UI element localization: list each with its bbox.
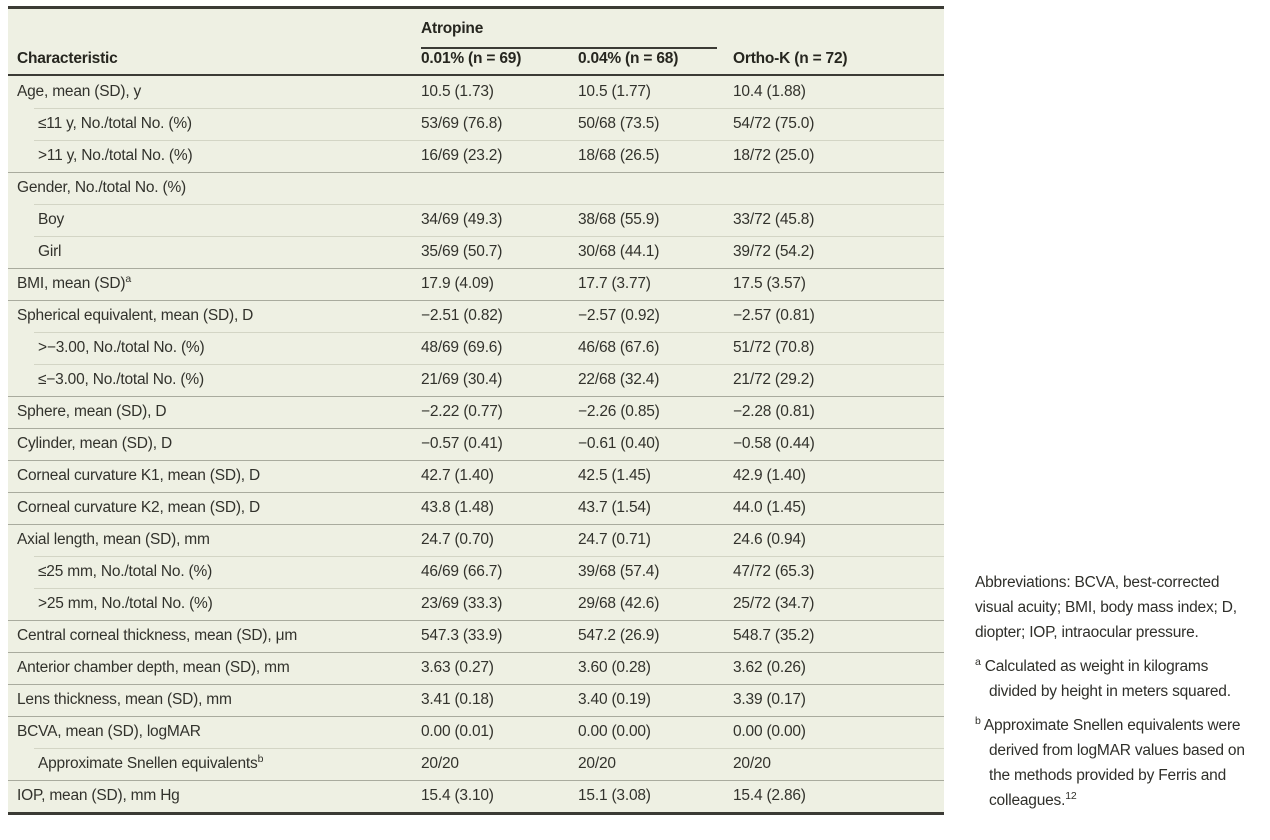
characteristic-cell: Girl [38, 243, 62, 260]
abbreviations-note: Abbreviations: BCVA, best-corrected visual acuity; BMI, body mass index; D, diopter; IOP, intraocular pressure. [975, 574, 1237, 641]
value-cell: 46/68 (67.6) [578, 339, 660, 356]
column-header-ortho-k: Ortho-K (n = 72) [733, 50, 848, 67]
characteristic-cell: Axial length, mean (SD), mm [17, 531, 210, 548]
baseline-characteristics-table [8, 6, 944, 815]
value-cell: 46/69 (66.7) [421, 563, 503, 580]
row-divider [8, 300, 944, 301]
row-divider [8, 652, 944, 653]
value-cell: −0.58 (0.44) [733, 435, 815, 452]
table-row [8, 108, 944, 140]
row-divider [34, 140, 944, 141]
column-group-header-atropine: Atropine [421, 20, 484, 37]
value-cell: 43.7 (1.54) [578, 499, 651, 516]
characteristic-cell: >11 y, No./total No. (%) [38, 147, 193, 164]
characteristic-cell: Corneal curvature K2, mean (SD), D [17, 499, 261, 516]
value-cell: 3.62 (0.26) [733, 659, 806, 676]
row-divider [8, 268, 944, 269]
characteristic-cell: IOP, mean (SD), mm Hg [17, 787, 180, 804]
value-cell: 17.9 (4.09) [421, 275, 494, 292]
spanner-rule [421, 47, 717, 49]
footnote-a [975, 654, 1255, 704]
table-row [8, 460, 944, 492]
value-cell: 51/72 (70.8) [733, 339, 815, 356]
row-divider [34, 108, 944, 109]
table-row [8, 300, 944, 332]
row-divider [34, 588, 944, 589]
value-cell: 3.41 (0.18) [421, 691, 494, 708]
value-cell: 34/69 (49.3) [421, 211, 503, 228]
characteristic-cell: Anterior chamber depth, mean (SD), mm [17, 659, 290, 676]
table-body [8, 76, 944, 812]
characteristic-cell: Corneal curvature K1, mean (SD), D [17, 467, 261, 484]
characteristic-cell: Central corneal thickness, mean (SD), μm [17, 627, 298, 644]
table-row [8, 172, 944, 204]
table-row [8, 204, 944, 236]
value-cell: 21/69 (30.4) [421, 371, 503, 388]
table-row [8, 716, 944, 748]
column-header-atropine-001: 0.01% (n = 69) [421, 50, 522, 67]
value-cell: 18/72 (25.0) [733, 147, 815, 164]
value-cell: 3.60 (0.28) [578, 659, 651, 676]
table-row [8, 748, 944, 780]
table-row [8, 428, 944, 460]
value-cell: 17.5 (3.57) [733, 275, 806, 292]
characteristic-cell: Lens thickness, mean (SD), mm [17, 691, 232, 708]
value-cell: 10.4 (1.88) [733, 83, 806, 100]
value-cell: 30/68 (44.1) [578, 243, 660, 260]
footnote-b [975, 713, 1255, 813]
row-divider [34, 364, 944, 365]
value-cell: 547.2 (26.9) [578, 627, 660, 644]
value-cell: 15.4 (3.10) [421, 787, 494, 804]
value-cell: 16/69 (23.2) [421, 147, 503, 164]
table-row [8, 236, 944, 268]
value-cell: 42.7 (1.40) [421, 467, 494, 484]
value-cell: −2.57 (0.81) [733, 307, 815, 324]
table-row [8, 588, 944, 620]
footnote-b-text: Approximate Snellen equivalents were derived from logMAR values based on the methods provided by Ferris and colleagues. [983, 717, 1245, 809]
value-cell: 39/72 (54.2) [733, 243, 815, 260]
value-cell: 10.5 (1.77) [578, 83, 651, 100]
value-cell: −2.28 (0.81) [733, 403, 815, 420]
footnote-a-marker: a [975, 655, 981, 668]
row-divider [8, 524, 944, 525]
value-cell: 29/68 (42.6) [578, 595, 660, 612]
table-row [8, 556, 944, 588]
row-divider [34, 204, 944, 205]
row-divider [34, 748, 944, 749]
column-header-characteristic: Characteristic [17, 50, 118, 67]
value-cell: 20/20 [578, 755, 616, 772]
value-cell: 25/72 (34.7) [733, 595, 815, 612]
characteristic-cell: >−3.00, No./total No. (%) [38, 339, 205, 356]
characteristic-cell: BMI, mean (SD)$^a$ [17, 272, 131, 292]
value-cell: 23/69 (33.3) [421, 595, 503, 612]
table-row [8, 684, 944, 716]
characteristic-cell: BCVA, mean (SD), logMAR [17, 723, 201, 740]
value-cell: 547.3 (33.9) [421, 627, 503, 644]
table-row [8, 492, 944, 524]
table-row [8, 364, 944, 396]
value-cell: −2.22 (0.77) [421, 403, 503, 420]
value-cell: 53/69 (76.8) [421, 115, 503, 132]
row-divider [8, 620, 944, 621]
value-cell: 44.0 (1.45) [733, 499, 806, 516]
characteristic-cell: >25 mm, No./total No. (%) [38, 595, 213, 612]
characteristic-cell: Cylinder, mean (SD), D [17, 435, 172, 452]
characteristic-cell: ≤25 mm, No./total No. (%) [38, 563, 213, 580]
value-cell: 38/68 (55.9) [578, 211, 660, 228]
table-row [8, 76, 944, 108]
characteristic-cell: Age, mean (SD), y [17, 83, 142, 100]
value-cell: 47/72 (65.3) [733, 563, 815, 580]
notes-panel [975, 570, 1255, 822]
value-cell: 548.7 (35.2) [733, 627, 815, 644]
characteristic-cell: Sphere, mean (SD), D [17, 403, 167, 420]
row-divider [8, 172, 944, 173]
value-cell: 0.00 (0.01) [421, 723, 494, 740]
table-row [8, 332, 944, 364]
value-cell: 42.9 (1.40) [733, 467, 806, 484]
table-row [8, 268, 944, 300]
footnote-b-marker: b [975, 714, 981, 727]
footnote-marker: b [257, 752, 264, 765]
characteristic-cell: Spherical equivalent, mean (SD), D [17, 307, 254, 324]
value-cell: 3.63 (0.27) [421, 659, 494, 676]
characteristic-cell: Boy [38, 211, 65, 228]
characteristic-cell: Gender, No./total No. (%) [17, 179, 187, 196]
value-cell: −2.26 (0.85) [578, 403, 660, 420]
value-cell: 54/72 (75.0) [733, 115, 815, 132]
value-cell: 20/20 [733, 755, 771, 772]
value-cell: 10.5 (1.73) [421, 83, 494, 100]
value-cell: 43.8 (1.48) [421, 499, 494, 516]
value-cell: −0.57 (0.41) [421, 435, 503, 452]
table-row [8, 620, 944, 652]
value-cell: 15.1 (3.08) [578, 787, 651, 804]
table-header [8, 9, 944, 76]
value-cell: 33/72 (45.8) [733, 211, 815, 228]
value-cell: 24.6 (0.94) [733, 531, 806, 548]
table-row [8, 524, 944, 556]
characteristic-cell: ≤11 y, No./total No. (%) [38, 115, 192, 132]
value-cell: 3.40 (0.19) [578, 691, 651, 708]
table-row [8, 780, 944, 812]
value-cell: 0.00 (0.00) [733, 723, 806, 740]
row-divider [8, 396, 944, 397]
value-cell: 35/69 (50.7) [421, 243, 503, 260]
value-cell: 17.7 (3.77) [578, 275, 651, 292]
row-divider [8, 684, 944, 685]
row-divider [8, 492, 944, 493]
row-divider [34, 332, 944, 333]
value-cell: 42.5 (1.45) [578, 467, 651, 484]
value-cell: −2.51 (0.82) [421, 307, 503, 324]
value-cell: 50/68 (73.5) [578, 115, 660, 132]
value-cell: 48/69 (69.6) [421, 339, 503, 356]
footnote-a-text: Calculated as weight in kilograms divided by height in meters squared. [984, 658, 1231, 700]
footnote-marker: a [125, 272, 131, 285]
value-cell: 20/20 [421, 755, 459, 772]
table-row [8, 140, 944, 172]
value-cell: 18/68 (26.5) [578, 147, 660, 164]
value-cell: 24.7 (0.70) [421, 531, 494, 548]
row-divider [8, 716, 944, 717]
value-cell: 0.00 (0.00) [578, 723, 651, 740]
footnote-b-reference: 12 [1065, 789, 1077, 802]
value-cell: 21/72 (29.2) [733, 371, 815, 388]
table-row [8, 652, 944, 684]
value-cell: 22/68 (32.4) [578, 371, 660, 388]
value-cell: 15.4 (2.86) [733, 787, 806, 804]
column-header-atropine-004: 0.04% (n = 68) [578, 50, 679, 67]
value-cell: 39/68 (57.4) [578, 563, 660, 580]
row-divider [34, 236, 944, 237]
value-cell: 24.7 (0.71) [578, 531, 651, 548]
row-divider [8, 780, 944, 781]
value-cell: 3.39 (0.17) [733, 691, 806, 708]
table-row [8, 396, 944, 428]
characteristic-cell: Approximate Snellen equivalents$^b$ [38, 752, 264, 772]
value-cell: −2.57 (0.92) [578, 307, 660, 324]
row-divider [34, 556, 944, 557]
row-divider [8, 460, 944, 461]
characteristic-cell: ≤−3.00, No./total No. (%) [38, 371, 204, 388]
row-divider [8, 428, 944, 429]
value-cell: −0.61 (0.40) [578, 435, 660, 452]
